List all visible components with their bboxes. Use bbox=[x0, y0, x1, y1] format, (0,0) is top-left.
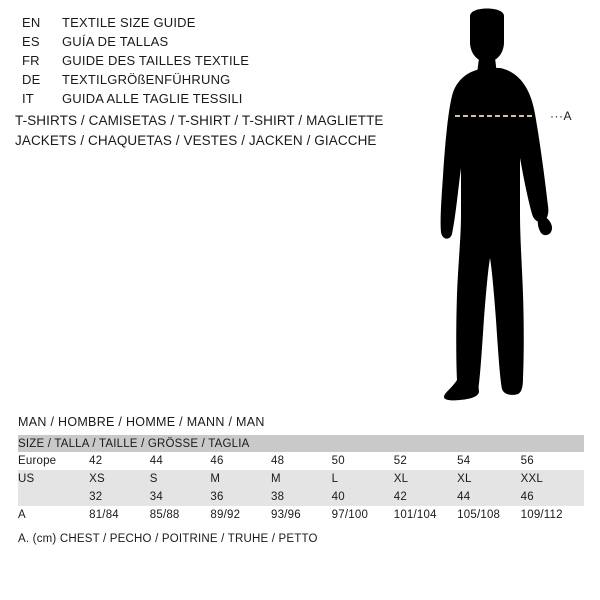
chest-measure-label: ···A bbox=[550, 109, 572, 123]
cell-a-0: 81/84 bbox=[89, 506, 150, 524]
legend-language-code: FR bbox=[22, 53, 40, 68]
row-label-us: US bbox=[18, 470, 89, 488]
cell-a-6: 105/108 bbox=[457, 506, 520, 524]
cell-europe-4: 50 bbox=[332, 452, 394, 470]
legend-language-text: TEXTILE SIZE GUIDE bbox=[62, 15, 196, 30]
legend-row bbox=[22, 34, 392, 53]
legend-row bbox=[22, 72, 392, 91]
cell-a-4: 97/100 bbox=[332, 506, 394, 524]
cell-europe-6: 54 bbox=[457, 452, 520, 470]
cell-a-3: 93/96 bbox=[271, 506, 332, 524]
cell-numeric-5: 42 bbox=[394, 488, 457, 506]
cell-europe-1: 44 bbox=[150, 452, 211, 470]
table-row bbox=[18, 470, 584, 488]
cell-us-6: XL bbox=[457, 470, 520, 488]
language-legend bbox=[22, 15, 392, 110]
cell-a-7: 109/112 bbox=[521, 506, 584, 524]
legend-language-code: EN bbox=[22, 15, 41, 30]
legend-language-text: GUIDA ALLE TAGLIE TESSILI bbox=[62, 91, 243, 106]
garment-line-tshirts: T-SHIRTS / CAMISETAS / T-SHIRT / T-SHIRT / MAGLIETTE bbox=[15, 113, 384, 128]
cell-us-2: M bbox=[210, 470, 271, 488]
cell-a-2: 89/92 bbox=[210, 506, 271, 524]
cell-numeric-4: 40 bbox=[332, 488, 394, 506]
cell-europe-3: 48 bbox=[271, 452, 332, 470]
cell-us-0: XS bbox=[89, 470, 150, 488]
body-silhouette bbox=[400, 8, 600, 408]
legend-language-text: TEXTILGRÖßENFÜHRUNG bbox=[62, 72, 231, 87]
cell-europe-0: 42 bbox=[89, 452, 150, 470]
cell-numeric-7: 46 bbox=[521, 488, 584, 506]
row-label-europe: Europe bbox=[18, 452, 89, 470]
table-header-label: SIZE / TALLA / TAILLE / GRÖSSE / TAGLIA bbox=[18, 435, 584, 452]
cell-numeric-0: 32 bbox=[89, 488, 150, 506]
legend-row bbox=[22, 53, 392, 72]
cell-numeric-3: 38 bbox=[271, 488, 332, 506]
table-row bbox=[18, 506, 584, 524]
cell-europe-5: 52 bbox=[394, 452, 457, 470]
garment-types bbox=[15, 111, 415, 151]
cell-europe-2: 46 bbox=[210, 452, 271, 470]
legend-language-code: ES bbox=[22, 34, 40, 49]
size-table-section bbox=[18, 415, 584, 545]
cell-us-4: L bbox=[332, 470, 394, 488]
table-row bbox=[18, 452, 584, 470]
cell-numeric-6: 44 bbox=[457, 488, 520, 506]
cell-a-1: 85/88 bbox=[150, 506, 211, 524]
row-label-numeric bbox=[18, 488, 89, 506]
cell-us-7: XXL bbox=[521, 470, 584, 488]
cell-europe-7: 56 bbox=[521, 452, 584, 470]
cell-a-5: 101/104 bbox=[394, 506, 457, 524]
cell-us-5: XL bbox=[394, 470, 457, 488]
table-header-row bbox=[18, 435, 584, 452]
garment-line-jackets: JACKETS / CHAQUETAS / VESTES / JACKEN / GIACCHE bbox=[15, 133, 377, 148]
legend-language-code: DE bbox=[22, 72, 41, 87]
silhouette-svg bbox=[400, 8, 600, 408]
table-title-man: MAN / HOMBRE / HOMME / MANN / MAN bbox=[18, 415, 265, 429]
table-footnote: A. (cm) CHEST / PECHO / POITRINE / TRUHE / PETTO bbox=[18, 533, 318, 545]
cell-numeric-2: 36 bbox=[210, 488, 271, 506]
table-row bbox=[18, 488, 584, 506]
cell-us-1: S bbox=[150, 470, 211, 488]
legend-language-text: GUÍA DE TALLAS bbox=[62, 34, 169, 49]
legend-row bbox=[22, 91, 392, 110]
cell-us-3: M bbox=[271, 470, 332, 488]
legend-language-text: GUIDE DES TAILLES TEXTILE bbox=[62, 53, 250, 68]
row-label-a: A bbox=[18, 506, 89, 524]
size-table bbox=[18, 435, 584, 524]
legend-language-code: IT bbox=[22, 91, 34, 106]
cell-numeric-1: 34 bbox=[150, 488, 211, 506]
legend-row bbox=[22, 15, 392, 34]
